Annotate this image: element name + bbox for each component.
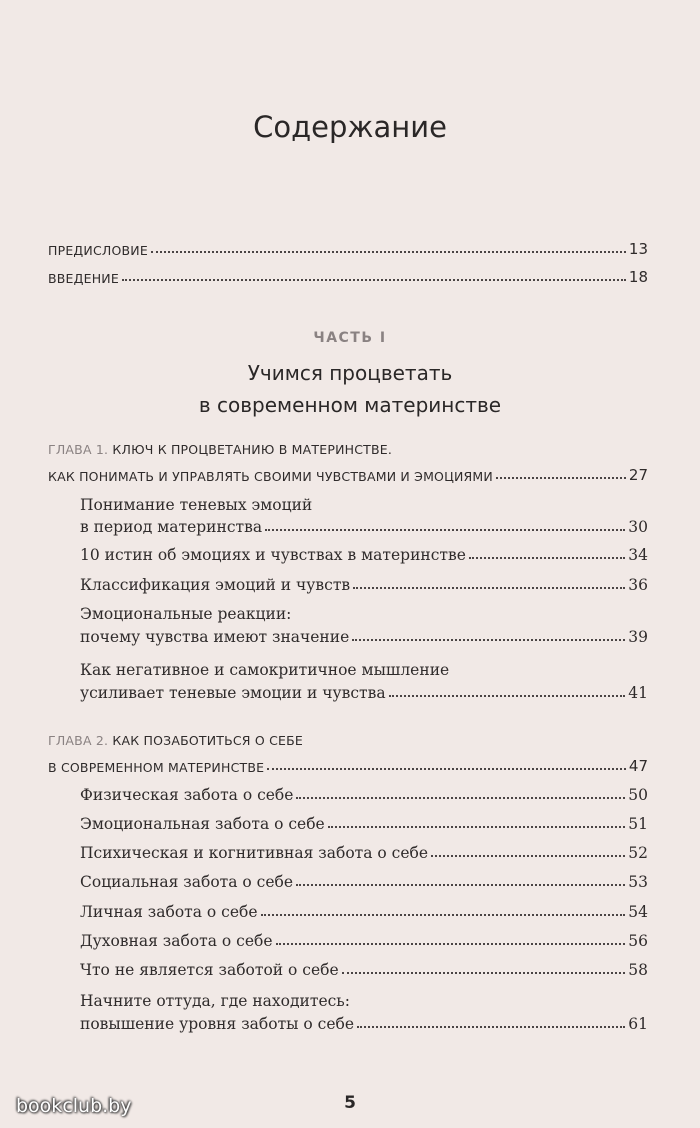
- section-1-5-line1: Как негативное и самокритичное мышление: [80, 661, 450, 679]
- toc-entry-section-1-5[interactable]: [80, 684, 648, 702]
- toc-entry-section-2-1[interactable]: [80, 786, 648, 804]
- toc-page: 52: [628, 844, 648, 862]
- chapter-1-prefix: ГЛАВА 1.: [48, 442, 109, 457]
- toc-page: 41: [628, 684, 648, 702]
- toc-label: ПРЕДИСЛОВИЕ: [48, 243, 148, 258]
- dot-leader: [328, 826, 626, 828]
- chapter-2-line1: КАК ПОЗАБОТИТЬСЯ О СЕБЕ: [112, 733, 303, 748]
- part-title-line1: Учимся процветать: [247, 361, 453, 385]
- toc-label: Классификация эмоций и чувств: [80, 576, 351, 594]
- dot-leader: [352, 639, 625, 641]
- toc-label: ВВЕДЕНИЕ: [48, 271, 119, 286]
- dot-leader: [265, 529, 625, 531]
- toc-label: усиливает теневые эмоции и чувства: [80, 684, 386, 702]
- toc-page: 58: [628, 961, 648, 979]
- toc-page: 27: [628, 466, 648, 484]
- toc-page: 36: [628, 576, 648, 594]
- dot-leader: [496, 477, 626, 479]
- toc-label: повышение уровня заботы о себе: [80, 1015, 355, 1033]
- toc-entry-preface[interactable]: [48, 240, 648, 258]
- section-1-4-line1: Эмоциональные реакции:: [80, 605, 292, 623]
- toc-page: 61: [628, 1015, 648, 1033]
- chapter-1-line1: КЛЮЧ К ПРОЦВЕТАНИЮ В МАТЕРИНСТВЕ.: [112, 442, 393, 457]
- toc-entry-introduction[interactable]: [48, 268, 648, 286]
- toc-page: 39: [628, 628, 648, 646]
- toc-label: 10 истин об эмоциях и чувствах в материнстве: [80, 546, 466, 564]
- toc-page: 47: [628, 757, 648, 775]
- page-title: Содержание: [253, 110, 447, 144]
- dot-leader: [431, 855, 625, 857]
- dot-leader: [469, 557, 625, 559]
- chapter-2-prefix: ГЛАВА 2.: [48, 733, 109, 748]
- toc-entry-section-1-3[interactable]: [80, 576, 648, 594]
- page-number: 5: [344, 1093, 356, 1113]
- dot-leader: [267, 768, 626, 770]
- toc-label: в период материнства: [80, 518, 263, 536]
- toc-entry-section-2-4[interactable]: [80, 873, 648, 891]
- toc-label: В СОВРЕМЕННОМ МАТЕРИНСТВЕ: [48, 760, 265, 775]
- dot-leader: [261, 914, 626, 916]
- chapter-1-title-line1: [48, 442, 392, 457]
- dot-leader: [353, 587, 625, 589]
- toc-label: КАК ПОНИМАТЬ И УПРАВЛЯТЬ СВОИМИ ЧУВСТВАМИ И ЭМОЦИЯМИ: [48, 469, 493, 484]
- toc-entry-section-2-3[interactable]: [80, 844, 648, 862]
- toc-page: 53: [628, 873, 648, 891]
- toc-entry-section-2-7[interactable]: [80, 961, 648, 979]
- toc-label: Психическая и когнитивная забота о себе: [80, 844, 429, 862]
- dot-leader: [151, 251, 626, 253]
- toc-page: 13: [628, 240, 648, 258]
- section-1-1-line1: Понимание теневых эмоций: [80, 496, 313, 514]
- toc-entry-section-2-6[interactable]: [80, 932, 648, 950]
- toc-entry-section-1-2[interactable]: [80, 546, 648, 564]
- toc-label: Физическая забота о себе: [80, 786, 294, 804]
- toc-label: почему чувства имеют значение: [80, 628, 350, 646]
- toc-entry-section-1-1[interactable]: [80, 518, 648, 536]
- toc-page: 50: [628, 786, 648, 804]
- toc-entry-section-2-2[interactable]: [80, 815, 648, 833]
- dot-leader: [296, 797, 625, 799]
- toc-page: 54: [628, 903, 648, 921]
- toc-page: 56: [628, 932, 648, 950]
- dot-leader: [389, 695, 626, 697]
- toc-label: Личная забота о себе: [80, 903, 258, 921]
- toc-page: 34: [628, 546, 648, 564]
- dot-leader: [342, 972, 626, 974]
- dot-leader: [122, 279, 626, 281]
- toc-entry-section-2-5[interactable]: [80, 903, 648, 921]
- dot-leader: [357, 1026, 625, 1028]
- toc-entry-section-2-8[interactable]: [80, 1015, 648, 1033]
- part-label: ЧАСТЬ I: [313, 330, 387, 346]
- toc-entry-chapter-2[interactable]: [48, 757, 648, 775]
- chapter-2-title-line1: [48, 733, 303, 748]
- toc-entry-chapter-1[interactable]: [48, 466, 648, 484]
- section-2-8-line1: Начните оттуда, где находитесь:: [80, 992, 350, 1010]
- toc-entry-section-1-4[interactable]: [80, 628, 648, 646]
- dot-leader: [276, 943, 626, 945]
- toc-label: Что не является заботой о себе: [80, 961, 339, 979]
- toc-page: 18: [628, 268, 648, 286]
- toc-label: Социальная забота о себе: [80, 873, 294, 891]
- toc-page: 30: [628, 518, 648, 536]
- toc-label: Эмоциональная забота о себе: [80, 815, 325, 833]
- toc-label: Духовная забота о себе: [80, 932, 273, 950]
- dot-leader: [296, 884, 625, 886]
- toc-page: 51: [628, 815, 648, 833]
- part-title-line2: в современном материнстве: [198, 393, 502, 417]
- watermark: bookclub.by: [16, 1095, 132, 1117]
